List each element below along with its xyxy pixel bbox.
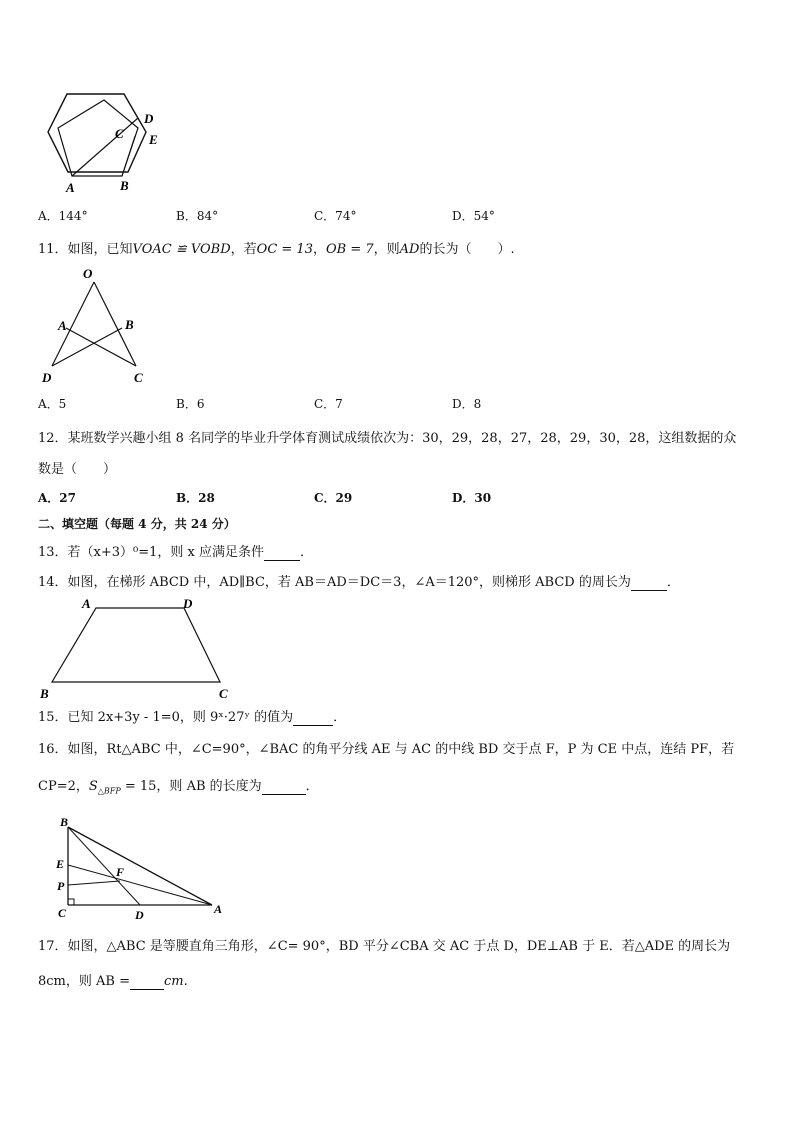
q12-option-d: D．30 [452,491,492,505]
q15-stem: 15．已知 2x+3y - 1=0，则 9ˣ·27ʸ 的值为 ． [38,710,347,725]
fig11-label-a: A [58,318,67,333]
q12-stem-line1: 12．某班数学兴趣小组 8 名同学的毕业升学体育测试成绩依次为：30，29，28，27，28，29，30，28，这组数据的众 [38,431,737,446]
q11-congruence: VOAC ≌ VOBD [132,242,231,257]
fig16-label-p: P [57,879,65,893]
q11-ad: AD [399,242,420,257]
q13-answer-blank[interactable] [264,545,300,561]
q17-stem-line2: 8cm，则 AB = cm. [38,974,188,989]
q11-oc: OC = 13 [256,242,313,257]
fig16-label-d: D [135,908,144,922]
q10-option-c: C．74° [314,209,357,223]
q11-option-b: B．6 [176,397,205,411]
fig10-label-d: D [144,111,154,126]
q11-option-a: A．5 [38,397,67,411]
q11-stem: 11．如图，已知VOAC ≌ VOBD，若OC = 13，OB = 7，则AD的长为（ ）. [38,242,515,257]
fig14-label-b: B [40,686,49,701]
fig16-label-b: B [60,815,69,829]
fig14-label-d: D [183,596,193,611]
fig16-label-a: A [214,902,223,916]
q16-area-subscript: △BFP [97,786,121,796]
fig16-label-c: C [58,906,67,920]
hexagon-pentagon-figure [38,88,178,198]
q16-stem-line1: 16．如图，Rt△ABC 中，∠C=90°，∠BAC 的角平分线 AE 与 AC 的中线 BD 交于点 F，P 为 CE 中点，连结 PF，若 [38,742,735,757]
q11-ob: OB = 7 [326,242,374,257]
q16-answer-blank[interactable] [262,779,306,795]
q12-option-b: B．28 [176,491,215,505]
fig11-label-b: B [125,317,134,332]
q17-answer-blank[interactable] [130,974,164,990]
fig14-label-a: A [82,596,91,611]
q16-area-symbol: S [88,779,98,794]
trapezoid-figure [36,594,246,704]
right-triangle-figure [52,813,232,923]
fig11-label-c: C [134,370,143,385]
q10-option-d: D．54° [452,209,495,223]
q12-stem-line2: 数是（ ） [38,462,117,477]
fig10-label-e: E [149,132,158,147]
q17-stem-line1: 17．如图，△ABC 是等腰直角三角形，∠C= 90°，BD 平分∠CBA 交 AC 于点 D，DE⊥AB 于 E．若△ADE 的周长为 [38,939,731,954]
fig10-label-b: B [120,178,129,193]
fig11-label-d: D [42,370,52,385]
q14-answer-blank[interactable] [631,575,667,591]
triangle-overlap-figure [38,262,158,388]
q13-stem: 13．若（x+3）⁰=1，则 x 应满足条件 ． [38,545,314,560]
q11-option-d: D．8 [452,397,482,411]
q16-stem-line2: CP=2，$S_{\triangle BFP} = 15$，则 AB 的长度为 ． [38,779,319,796]
section-fill-in-title: 二、填空题（每题 4 分，共 24 分） [38,517,236,531]
fig14-label-c: C [219,686,228,701]
q12-option-c: C．29 [314,491,353,505]
fig16-label-e: E [56,857,65,871]
q10-option-a: A．144° [38,209,88,223]
q15-answer-blank[interactable] [293,710,333,726]
q14-stem: 14．如图，在梯形 ABCD 中，AD∥BC，若 AB＝AD＝DC＝3，∠A＝120°，则梯形 ABCD 的周长为 ． [38,575,680,590]
fig10-label-c: C [115,126,124,141]
q11-option-c: C．7 [314,397,343,411]
q12-option-a: A．27 [38,491,77,505]
q10-option-b: B．84° [176,209,219,223]
fig10-label-a: A [66,180,75,195]
fig16-label-f: F [116,865,125,879]
fig11-label-o: O [83,266,93,281]
